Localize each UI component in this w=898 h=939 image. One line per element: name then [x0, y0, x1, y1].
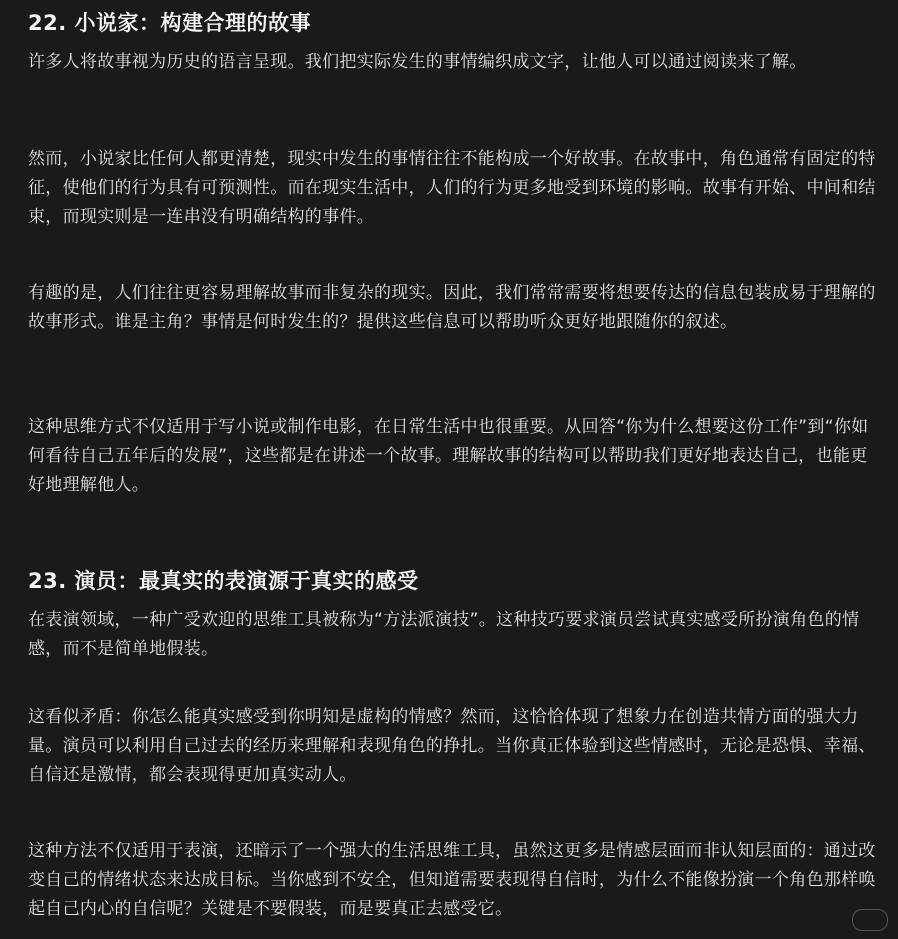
paragraph: 这种思维方式不仅适用于写小说或制作电影，在日常生活中也很重要。从回答“你为什么想要这份工作”到“你如何看待自己五年后的发展”，这些都是在讲述一个故事。理解故事的结构可以帮助我们更好地表达自己，也能更好地理解他人。: [28, 417, 869, 495]
paragraph: 然而，小说家比任何人都更清楚，现实中发生的事情往往不能构成一个好故事。在故事中，角色通常有固定的特征，使他们的行为具有可预测性。而在现实生活中，人们的行为更多地受到环境的影响。故事有开始、中间和结束，而现实则是一连串没有明确结构的事件。: [28, 149, 876, 227]
watermark-logo: [852, 909, 888, 931]
paragraph: 这看似矛盾：你怎么能真实感受到你明知是虚构的情感？然而，这恰恰体现了想象力在创造共情方面的强大力量。演员可以利用自己过去的经历来理解和表现角色的挣扎。当你真正体验到这些情感时，无论是恐惧、幸福、自信还是激情，都会表现得更加真实动人。: [28, 707, 876, 785]
paragraph: 有趣的是，人们往往更容易理解故事而非复杂的现实。因此，我们常常需要将想要传达的信息包装成易于理解的故事形式。谁是主角？事情是何时发生的？提供这些信息可以帮助听众更好地跟随你的叙述。: [28, 283, 876, 332]
paragraph: 在表演领域，一种广受欢迎的思维工具被称为“方法派演技”。这种技巧要求演员尝试真实感受所扮演角色的情感，而不是简单地假装。: [28, 610, 860, 659]
paragraph: 许多人将故事视为历史的语言呈现。我们把实际发生的事情编织成文字，让他人可以通过阅读来了解。: [28, 52, 807, 72]
section-title-23: 23. 演员：最真实的表演源于真实的感受: [28, 569, 419, 593]
section-title-22: 22. 小说家：构建合理的故事: [28, 11, 312, 35]
paragraph: 这种方法不仅适用于表演，还暗示了一个强大的生活思维工具，虽然这更多是情感层面而非认知层面的：通过改变自己的情绪状态来达成目标。当你感到不安全，但知道需要表现得自信时，为什么不能像扮演一个角色那样唤起自己内心的自信呢？关键是不要假装，而是要真正去感受它。: [28, 841, 876, 919]
